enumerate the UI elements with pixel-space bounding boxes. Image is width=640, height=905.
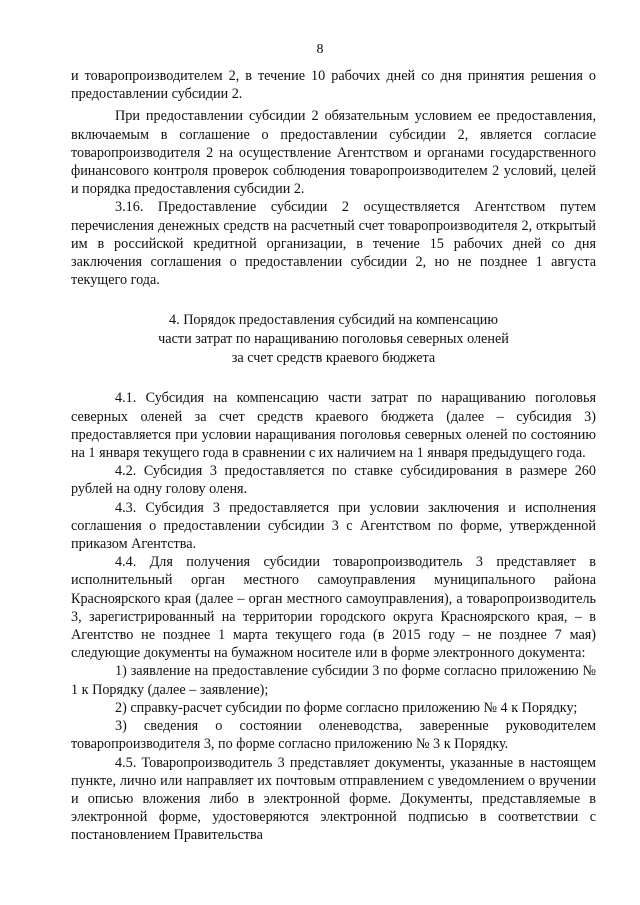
paragraph-continuation: и товаропроизводителем 2, в течение 10 рабочих дней со дня принятия решения о предоставлении субсидии 2. [71, 68, 596, 103]
paragraph-subsidy-condition: При предоставлении субсидии 2 обязательным условием ее предоставления, включаемым в соглашение о предоставлении субсидии 2, является согласие товаропроизводителя 2 на осуществление Агентством и органами государственного финансового контроля проверок соблюдения товаропроизводителем 2 условий, целей и порядка предоставления субсидии 2. [71, 108, 596, 198]
section-heading-line-1: 4. Порядок предоставления субсидий на компенсацию [169, 312, 498, 329]
page-number: 8 [316, 42, 324, 57]
paragraph-4-3: 4.3. Субсидия 3 предоставляется при условии заключения и исполнения соглашения о предоставлении субсидии 3 с Агентством по форме, утвержденной приказом Агентства. [71, 499, 596, 553]
list-item-2: 2) справку-расчет субсидии по форме согласно приложению № 4 к Порядку; [115, 699, 578, 716]
document-body [71, 67, 596, 845]
paragraph-4-4: 4.4. Для получения субсидии товаропроизводитель 3 представляет в исполнительный орган местного самоуправления муниципального района Красноярского края (далее – орган местного самоуправления), а товаропроизводитель 3, зарегистрированный на территории городского округа Красноярского края, – в Агентство не позднее 1 марта текущего года (в 2015 году – не позднее 7 мая) следующие документы на бумажном носителе или в форме электронного документа: [71, 554, 596, 662]
list-item-3: 3) сведения о состоянии оленеводства, заверенные руководителем товаропроизводителя 3, по форме согласно приложению № 3 к Порядку. [71, 718, 596, 753]
paragraph-4-2: 4.2. Субсидия 3 предоставляется по ставке субсидирования в размере 260 рублей на одну голову оленя. [71, 463, 596, 498]
paragraph-4-1: 4.1. Субсидия на компенсацию части затрат по наращиванию поголовья северных оленей за счет средств краевого бюджета (далее – субсидия 3) предоставляется при условии наращивания поголовья северных оленей по состоянию на 1 января текущего года в сравнении с их наличием на 1 января предыдущего года. [71, 390, 596, 462]
paragraph-4-5: 4.5. Товаропроизводитель 3 представляет документы, указанные в настоящем пункте, лично или направляет их почтовым отправлением с уведомлением о вручении и описью вложения либо в электронной форме. Документы, представляемые в электронной форме, удостоверяются электронной подписью в соответствии с постановлением Правительства [71, 754, 596, 844]
section-heading [71, 311, 596, 368]
section-heading-line-3: за счет средств краевого бюджета [231, 350, 436, 367]
list-item-1: 1) заявление на предоставление субсидии 3 по форме согласно приложению № 1 к Порядку (далее – заявление); [71, 663, 596, 698]
paragraph-3-16: 3.16. Предоставление субсидии 2 осуществляется Агентством путем перечисления денежных средств на расчетный счет товаропроизводителя 2, открытый им в российской кредитной организации, в течение 15 рабочих дней со дня заключения соглашения о предоставлении субсидии 2, но не позднее 1 августа текущего года. [71, 199, 596, 289]
section-heading-line-2: части затрат по наращиванию поголовья северных оленей [158, 331, 509, 348]
